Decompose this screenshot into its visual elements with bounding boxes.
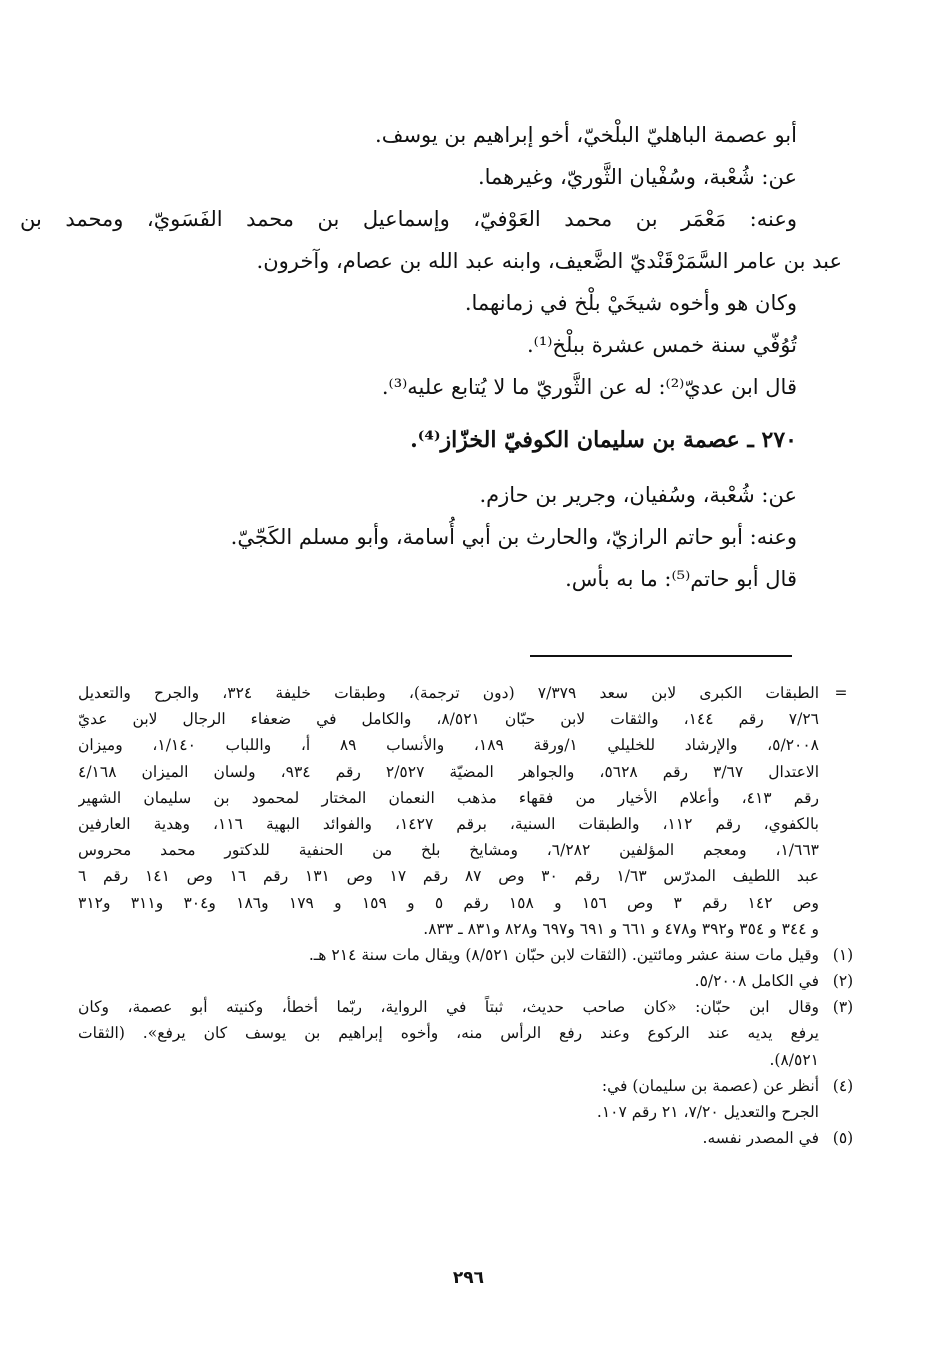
continuation-line: ٧/٢٦ رقم ١٤٤، والثقات لابن حبّان ٨/٥٢١، والكامل في ضعفاء الرجال لابن عديّ (78, 710, 819, 729)
footnote-line: الجرح والتعديل ٧/٢٠، ٢١ رقم ١٠٧. (596, 1103, 819, 1121)
entry-line-1: عن: شُعْبة، وسُفيان، وجرير بن حازم. (479, 483, 797, 507)
continuation-line: الطبقات الكبرى لابن سعد ٧/٣٧٩ (دون ترجمة)، وطبقات خليفة ٣٢٤، والجرح والتعديل (78, 684, 819, 702)
footnote-number: (٣) (832, 998, 854, 1017)
main-line-4: عبد بن عامر السَّمَرْقَنْديّ الضَّعيف، وابنه عبد الله بن عصام، وآخرون. (256, 249, 842, 273)
footnote-number: (٤) (832, 1076, 854, 1095)
footnote-line: وقال ابن حبّان: «كان صاحب حديث، ثبتاً في الرواية، ربّما أخطأ، وكنيته أبو عصمة، وكان (78, 998, 819, 1017)
footnote-1 (78, 942, 854, 968)
footnote-line: في الكامل ٥/٢٠٠٨. (694, 972, 819, 991)
page-number: ٢٩٦ (452, 1268, 485, 1288)
main-line-6: تُوُفّي سنة خمس عشرة ببلْخ⁽¹⁾. (527, 333, 797, 357)
continuation-line: عبد اللطيف المدرّس ١/٦٣ رقم ٣٠ وص ٨٧ رقم ١٧ وص ١٣١ رقم ١٦ وص ١٤١ رقم ٦ (78, 867, 819, 886)
footnote-line: يرفع يديه عند الركوع وعند رفع الرأس منه، وأخوه إبراهيم بن يوسف كان يرفع». (الثقات (78, 1024, 819, 1043)
continuation-line: رقم ٤١٣، وأعلام الأخيار من فقهاء مذهب النعمان المختار لمحمود بن سليمان الشهير (78, 788, 819, 807)
entry-heading: ٢٧٠ ـ عصمة بن سليمان الكوفيّ الخزّاز⁽⁴⁾. (410, 427, 797, 453)
footnote-line: أنظر عن (عصمة بن سليمان) في: (601, 1076, 819, 1095)
main-line-2: عن: شُعْبة، وسُفْيان الثَّوريّ، وغيرهما. (477, 165, 797, 189)
footnote-5 (78, 1125, 854, 1151)
footnote-number: (١) (832, 945, 854, 964)
footnote-4 (78, 1073, 854, 1125)
continuation-line: ١/٦٦٣، ومعجم المؤلفين ٦/٢٨٢، ومشايخ بلخ من الحنفية للدكتور محمد محروس (78, 841, 819, 860)
footnote-divider (530, 655, 792, 657)
continuation-line: الاعتدال ٣/٦٧ رقم ٥٦٢٨، والجواهر المضيّة ٢/٥٢٧ رقم ٩٣٤، ولسان الميزان ٤/١٦٨ (78, 762, 819, 781)
footnote-number: (٥) (832, 1129, 854, 1148)
continuation-line: ٥/٢٠٠٨، والإرشاد للخليلي ١/ورقة ١٨٩، والأنساب ٨٩ أ، واللباب ١/١٤٠، وميزان (78, 736, 819, 755)
continuation-line: بالكفوي، رقم ١١٢، والطبقات السنية، برقم ١٤٢٧، والفوائد البهية ١١٦، وهدية العارفين (78, 814, 819, 833)
footnote-line: وقيل مات سنة عشر ومائتين. (الثقات لابن حبّان ٨/٥٢١) ويقال مات سنة ٢١٤ هـ. (308, 945, 819, 964)
footnotes (78, 680, 854, 1151)
main-line-3: وعنه: مَعْمَر بن محمد العَوْفيّ، وإسماعيل بن محمد الفَسَويّ، ومحمد بن (20, 207, 797, 231)
entry-line-3: قال أبو حاتم⁽⁵⁾: ما به بأس. (565, 567, 797, 591)
main-line-7: قال ابن عديّ⁽²⁾: له عن الثَّوريّ ما لا يُتابع عليه⁽³⁾. (381, 375, 797, 399)
continuation-marker: = (834, 684, 848, 702)
continuation-line: وص ١٤٢ رقم ٣ وص ١٥٦ و ١٥٨ رقم ٥ و ١٥٩ و ١٧٩ و١٨٦ و٣٠٤ و٣١١ و٣١٢ (78, 893, 819, 912)
footnote-3 (78, 994, 854, 1073)
footnote-continuation (78, 680, 848, 942)
main-line-1: أبو عصمة الباهليّ البلْخيّ، أخو إبراهيم بن يوسف. (375, 123, 797, 147)
footnote-line: ٨/٥٢١). (769, 1050, 819, 1069)
footnote-number: (٢) (832, 972, 854, 991)
main-text (20, 114, 842, 600)
entry-line-2: وعنه: أبو حاتم الرازيّ، والحارث بن أبي أُسامة، وأبو مسلم الكَجّيّ. (230, 525, 797, 549)
footnote-line: في المصدر نفسه. (702, 1129, 819, 1148)
main-line-5: وكان هو وأخوه شيخَيْ بلْخ في زمانهما. (464, 291, 797, 315)
continuation-line: و ٣٤٤ و ٣٥٤ و٣٩٢ و٤٧٨ و ٦٦١ و ٦٩١ و٦٩٧ و٨٢٨ و٨٣١ ـ ٨٣٣. (423, 919, 819, 938)
footnote-2 (78, 968, 854, 994)
